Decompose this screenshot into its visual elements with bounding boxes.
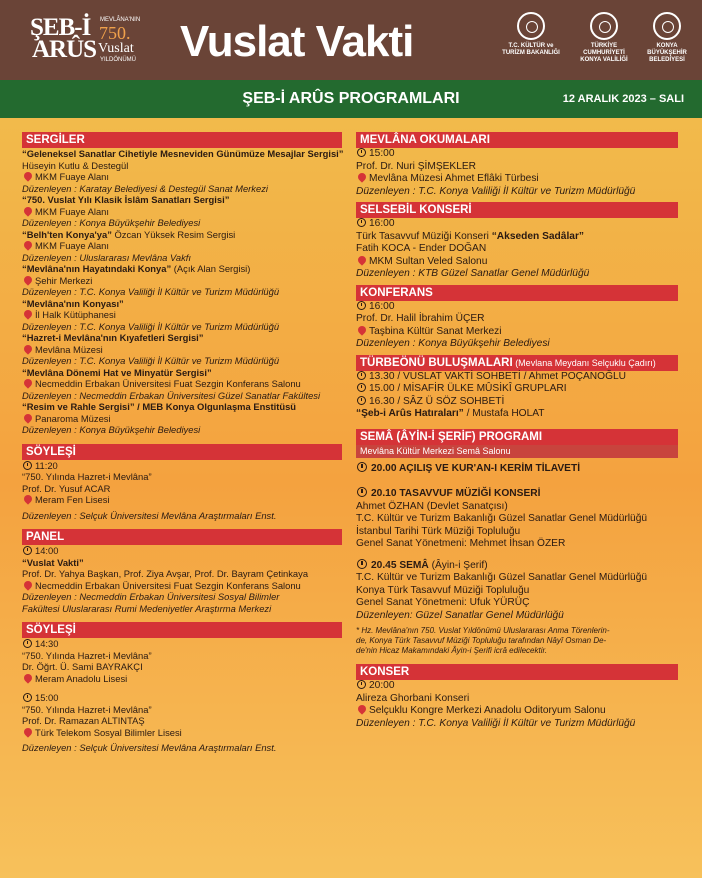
event-organizer: Düzenleyen : KTB Güzel Sanatlar Genel Müdürlüğü xyxy=(356,268,590,279)
exhibition-name: “Geleneksel Sanatlar Cihetiyle Mesneviden Günümüze Mesajlar Sergisi” xyxy=(22,148,344,159)
concert-line: İstanbul Tarihi Türk Müziği Topluluğu xyxy=(356,525,521,537)
event-organizer: Düzenleyen : Selçuk Üniversitesi Mevlâna Araştırmaları Enst. xyxy=(22,509,277,521)
location-pin-icon xyxy=(22,672,33,683)
event-organizer-cont: Fakültesi Uluslararası Rumi Medeniyetler Araştırma Merkezi xyxy=(22,602,272,614)
event-topic: “750. Yılında Hazret-i Mevlâna” xyxy=(22,649,152,661)
ministry-seal-icon xyxy=(517,12,545,40)
ministry-emblem xyxy=(500,12,562,57)
clock-icon xyxy=(357,487,367,497)
exhibition-venue: Necmeddin Erbakan Üniversitesi Fuat Sezgin Konferans Salonu xyxy=(35,378,301,389)
governorship-emblem xyxy=(573,12,635,64)
event-time: 20:00 xyxy=(369,680,395,691)
program-band xyxy=(0,80,702,118)
section-sema xyxy=(356,429,678,657)
exhibition-organizer: Düzenleyen : Konya Büyükşehir Belediyesi xyxy=(22,424,201,435)
concert-line: Ahmet ÖZHAN (Devlet Sanatçısı) xyxy=(356,500,508,512)
exhibition-organizer: Düzenleyen : T.C. Konya Valiliği İl Kültür ve Turizm Müdürlüğü xyxy=(22,320,280,332)
location-pin-icon xyxy=(22,274,33,285)
exhibition-organizer: Düzenleyen : Konya Büyükşehir Belediyesi xyxy=(22,217,201,228)
clock-icon xyxy=(23,461,32,470)
event-organizer: Düzenleyen : T.C. Konya Valiliği İl Kültür ve Turizm Müdürlüğü xyxy=(356,717,636,729)
location-pin-icon xyxy=(22,493,33,504)
event-topic: “750. Yılında Hazret-i Mevlâna” xyxy=(22,703,152,715)
meeting-item: 16.30 / SÂZ Ü SÖZ SOHBETİ xyxy=(369,395,505,407)
exhibition-name-rest: (Açık Alan Sergisi) xyxy=(171,263,251,274)
event-title: “Akseden Sadâlar” xyxy=(491,230,584,242)
event-venue: Meram Fen Lisesi xyxy=(35,494,110,505)
section-subtitle: Mevlâna Kültür Merkezi Semâ Salonu xyxy=(356,445,678,458)
section-header: SELSEBİL KONSERİ xyxy=(356,202,678,218)
event-topic: “750. Yılında Hazret-i Mevlâna” xyxy=(22,471,152,482)
section-soylesi-1 xyxy=(22,444,342,522)
event-desc: Türk Tasavvuf Müziği Konseri xyxy=(356,230,492,242)
right-column xyxy=(356,132,678,730)
sema-heading: 20.45 SEMÂ xyxy=(371,559,429,571)
event-time: 14:30 xyxy=(35,638,59,649)
exhibition-organizer: Düzenleyen : Karatay Belediyesi & Destegül Sanat Merkezi xyxy=(22,182,268,194)
section-sergiler xyxy=(22,132,342,436)
section-header: SÖYLEŞİ xyxy=(22,622,342,638)
location-pin-icon xyxy=(22,343,33,354)
clock-icon xyxy=(23,546,32,555)
exhibition-venue: Şehir Merkezi xyxy=(35,274,93,286)
exhibition-name: “Mevlâna Dönemi Hat ve Minyatür Sergisi” xyxy=(22,366,212,378)
governorship-seal-icon xyxy=(590,12,618,40)
exhibition-venue: MKM Fuaye Alanı xyxy=(35,240,109,251)
location-pin-icon xyxy=(356,324,367,335)
event-venue: Taşbina Kültür Sanat Merkezi xyxy=(369,325,502,337)
exhibition-name: “Mevlâna'nın Hayatındaki Konya” xyxy=(22,263,172,274)
section-mevlana-okumalari xyxy=(356,132,678,198)
event-venue: Meram Anadolu Lisesi xyxy=(35,672,128,684)
clock-icon xyxy=(357,383,366,392)
exhibition-venue: İl Halk Kütüphanesi xyxy=(35,309,116,320)
municipality-label: KONYA BÜYÜKŞEHİR BELEDİYESİ xyxy=(647,43,687,63)
event-topic: “Vuslat Vakti” xyxy=(22,556,84,568)
page-title: Vuslat Vakti xyxy=(180,17,414,66)
exhibition-venue: MKM Fuaye Alanı xyxy=(35,171,109,182)
logo-yildonumu: YILDÖNÜMÜ xyxy=(100,57,137,63)
exhibition-name: “Mevlâna'nın Konyası” xyxy=(22,297,124,309)
exhibition-name: “Belh'ten Konya'ya” xyxy=(22,228,112,240)
section-header: MEVLÂNA OKUMALARI xyxy=(356,132,678,148)
exhibition-venue: Panaroma Müzesi xyxy=(35,412,111,424)
section-turbeonu xyxy=(356,355,678,421)
logo-vuslat: Vuslat xyxy=(98,41,134,56)
event-time: 11:20 xyxy=(35,459,58,471)
sema-organizer: Düzenleyen: Güzel Sanatlar Genel Müdürlüğü xyxy=(356,609,564,621)
location-pin-icon xyxy=(22,579,33,590)
event-time: 14:00 xyxy=(35,545,59,556)
section-header: PANEL xyxy=(22,529,342,545)
event-organizer: Düzenleyen : Necmeddin Erbakan Üniversitesi Sosyal Bilimler xyxy=(22,591,280,602)
section-title: TÜRBEÖNÜ BULUŞMALARI xyxy=(360,356,513,369)
clock-icon xyxy=(23,639,32,648)
event-speaker: Prof. Dr. Nuri ŞİMŞEKLER xyxy=(356,160,477,172)
exhibition-artist: Hüseyin Kutlu & Destegül xyxy=(22,159,129,171)
section-header xyxy=(356,355,678,371)
clock-icon xyxy=(357,371,366,380)
section-soylesi-2 xyxy=(22,622,342,754)
section-subtitle: (Mevlana Meydanı Selçuklu Çadırı) xyxy=(512,357,656,368)
location-pin-icon xyxy=(22,377,33,388)
footnote-line: de, Konya Türk Tasavvuf Müziği Topluluğu tarafından Nâyî Osman De- xyxy=(356,636,607,645)
sema-line: T.C. Kültür ve Turizm Bakanlığı Güzel Sanatlar Genel Müdürlüğü xyxy=(356,572,648,583)
clock-icon xyxy=(357,462,367,472)
logo-number: 750. xyxy=(99,23,131,43)
section-header: KONSER xyxy=(356,664,678,680)
municipality-emblem xyxy=(636,12,698,64)
location-pin-icon xyxy=(22,726,33,737)
event-venue: Mevlâna Müzesi Ahmet Eflâki Türbesi xyxy=(369,173,539,184)
event-performers: Fatih KOCA - Ender DOĞAN xyxy=(356,243,487,254)
event-speaker: Prof. Dr. Yusuf ACAR xyxy=(22,482,111,494)
location-pin-icon xyxy=(22,308,33,319)
section-selsebil-konseri xyxy=(356,202,678,281)
location-pin-icon xyxy=(22,239,33,250)
governorship-label: TÜRKİYE CUMHURİYETİ KONYA VALİLİĞİ xyxy=(580,43,628,63)
event-venue: Necmeddin Erbakan Üniversitesi Fuat Sezgin Konferans Salonu xyxy=(35,579,301,591)
exhibition-organizer: Düzenleyen : T.C. Konya Valiliği İl Kültür ve Turizm Müdürlüğü xyxy=(22,286,280,297)
clock-icon xyxy=(357,680,366,689)
location-pin-icon xyxy=(356,171,367,182)
exhibition-name: “Resim ve Rahle Sergisi” / MEB Konya Olgunlaşma Enstitüsü xyxy=(22,401,297,412)
clock-icon xyxy=(357,301,366,310)
location-pin-icon xyxy=(22,412,33,423)
location-pin-icon xyxy=(22,205,33,216)
exhibition-name: “Hazret-i Mevlâna'nın Kıyafetleri Sergisi” xyxy=(22,332,204,343)
event-time: 16:00 xyxy=(369,218,395,229)
municipality-seal-icon xyxy=(653,12,681,40)
exhibition-name-rest: Özcan Yüksek Resim Sergisi xyxy=(111,228,236,240)
section-konser xyxy=(356,664,678,730)
exhibition-organizer: Düzenleyen : T.C. Konya Valiliği İl Kültür ve Turizm Müdürlüğü xyxy=(22,355,280,366)
section-header: SERGİLER xyxy=(22,132,342,148)
event-venue: Selçuklu Kongre Merkezi Anadolu Oditoryum Salonu xyxy=(369,705,606,716)
section-header: SÖYLEŞİ xyxy=(22,444,342,460)
meeting-item: 13.30 / VUSLAT VAKTİ SOHBETİ / Ahmet POÇANOĞLU xyxy=(369,370,627,382)
clock-icon xyxy=(357,148,366,157)
event-speaker: Dr. Öğrt. Ü. Sami BAYRAKÇI xyxy=(22,661,143,672)
section-header: SEMÂ (ÂYİN-İ ŞERİF) PROGRAMI xyxy=(356,429,678,445)
seb-i-arus-logo xyxy=(30,12,160,74)
location-pin-icon xyxy=(356,703,367,714)
logo-bottom-text: ARÛS xyxy=(32,36,97,63)
clock-icon xyxy=(23,693,32,702)
event-organizer: Düzenleyen : Selçuk Üniversitesi Mevlâna Araştırmaları Enst. xyxy=(22,742,277,753)
sema-line: Konya Türk Tasavvuf Müziği Topluluğu xyxy=(356,584,530,596)
footnote-line: * Hz. Mevlâna'nın 750. Vuslat Yıldönümü Uluslararası Anma Törenlerin- xyxy=(356,626,610,635)
program-title: ŞEB-İ ARÛS PROGRAMLARI xyxy=(242,90,460,107)
meeting-item: 15.00 / MİSAFİR ÜLKE MÛSİKÎ GRUPLARI xyxy=(369,383,567,394)
sema-line: Genel Sanat Yönetmeni: Ufuk YÜRÜÇ xyxy=(356,597,530,608)
event-organizer: Düzenleyen : T.C. Konya Valiliği İl Kültür ve Turizm Müdürlüğü xyxy=(356,185,636,197)
event-venue: Türk Telekom Sosyal Bilimler Lisesi xyxy=(35,726,182,738)
event-time: 15:00 xyxy=(35,692,59,703)
meeting-speaker: / Mustafa HOLAT xyxy=(463,408,545,419)
event-organizer: Düzenleyen : Konya Büyükşehir Belediyesi xyxy=(356,338,550,349)
event-venue: MKM Sultan Veled Salonu xyxy=(369,255,488,267)
clock-icon xyxy=(357,396,366,405)
opening-item: 20.00 AÇILIŞ VE KUR'AN-I KERİM TİLAVETİ xyxy=(371,462,581,474)
meeting-title: “Şeb-i Arûs Hatıraları” xyxy=(356,408,464,419)
exhibition-venue: Mevlâna Müzesi xyxy=(35,343,103,355)
ministry-label: T.C. KÜLTÜR ve TURİZM BAKANLIĞI xyxy=(502,43,560,56)
exhibition-name: “750. Vuslat Yılı Klasik İslâm Sanatları Sergisi” xyxy=(22,194,230,205)
section-header: KONFERANS xyxy=(356,285,678,301)
event-time: 15:00 xyxy=(369,148,395,159)
clock-icon xyxy=(357,218,366,227)
exhibition-organizer: Düzenleyen : Uluslararası Mevlâna Vakfı xyxy=(22,251,192,263)
event-time: 16:00 xyxy=(369,300,395,312)
logo-small-text: MEVLÂNA'NIN xyxy=(100,17,141,23)
footnote-line: de'nin Hicaz Makamındaki Âyin-i Şerifi icrâ edilecektir. xyxy=(356,646,548,655)
exhibition-organizer: Düzenleyen : Necmeddin Erbakan Üniversitesi Güzel Sanatlar Fakültesi xyxy=(22,389,321,401)
exhibition-venue: MKM Fuaye Alanı xyxy=(35,205,109,217)
left-column xyxy=(22,132,342,754)
header-bar xyxy=(0,0,702,80)
concert-heading: 20.10 TASAVVUF MÜZİĞİ KONSERİ xyxy=(371,488,541,499)
event-speaker: Prof. Dr. Halil İbrahim ÜÇER xyxy=(356,313,485,324)
location-pin-icon xyxy=(22,170,33,181)
logo-top-text: ŞEB-İ xyxy=(30,14,91,41)
clock-icon xyxy=(357,559,367,569)
section-panel xyxy=(22,529,342,614)
location-pin-icon xyxy=(356,254,367,265)
concert-line: T.C. Kültür ve Turizm Bakanlığı Güzel Sanatlar Genel Müdürlüğü xyxy=(356,513,648,524)
sema-heading-rest: (Âyin-i Şerif) xyxy=(428,559,488,571)
event-speaker: Prof. Dr. Ramazan ALTINTAŞ xyxy=(22,715,145,726)
section-konferans xyxy=(356,285,678,351)
event-speakers: Prof. Dr. Yahya Başkan, Prof. Ziya Avşar, Prof. Dr. Bayram Çetinkaya xyxy=(22,568,309,579)
event-desc: Alireza Ghorbani Konseri xyxy=(356,692,470,704)
concert-line: Genel Sanat Yönetmeni: Mehmet İhsan ÖZER xyxy=(356,538,566,549)
program-date: 12 ARALIK 2023 – SALI xyxy=(562,93,684,105)
